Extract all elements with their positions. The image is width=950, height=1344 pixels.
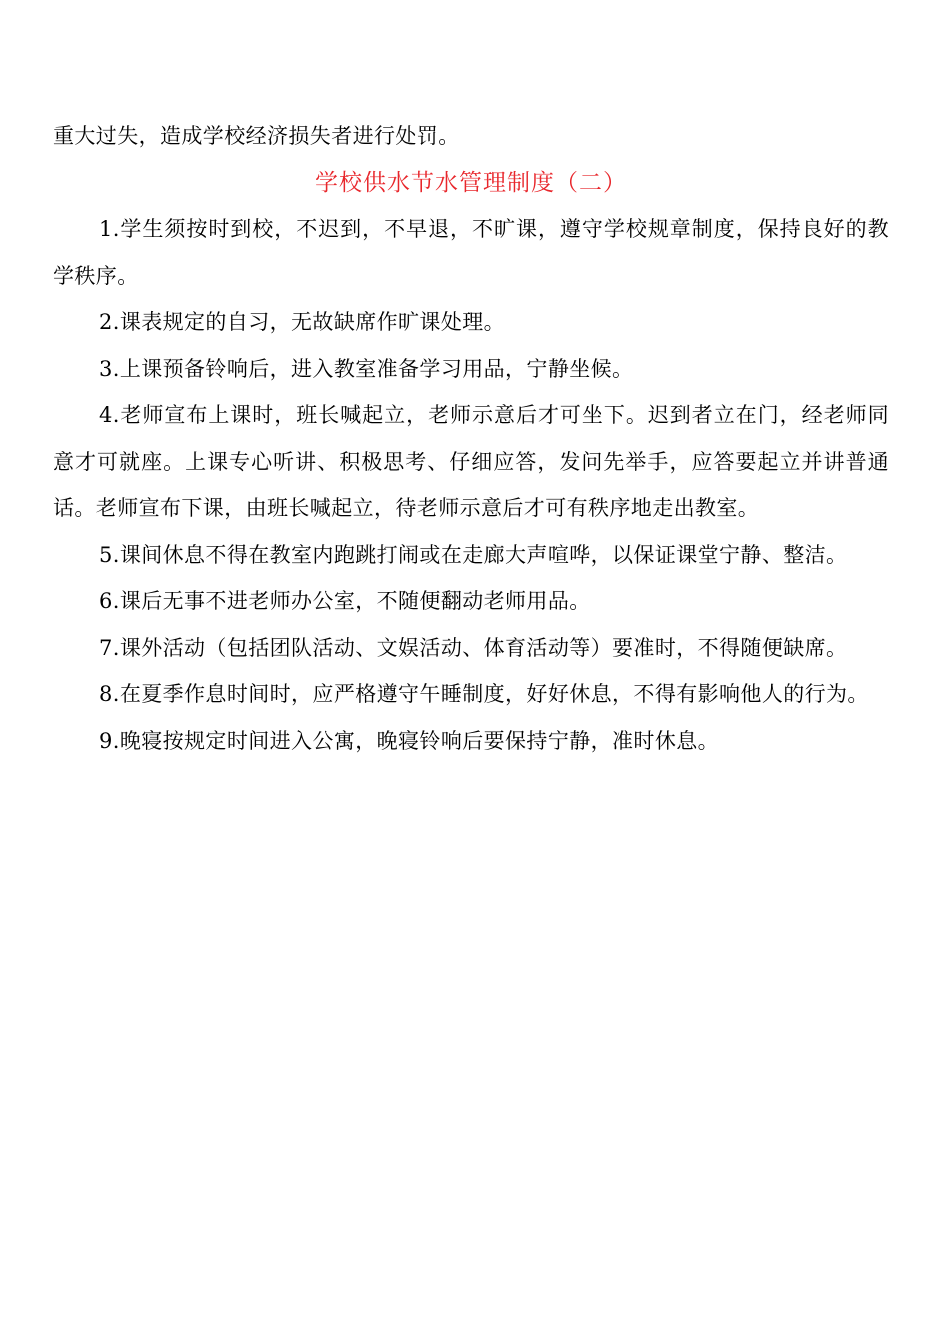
rule-paragraph-3: 3.上课预备铃响后，进入教室准备学习用品，宁静坐候。 bbox=[99, 356, 634, 381]
rule-paragraph-7: 7.课外活动（包括团队活动、文娱活动、体育活动等）要准时，不得随便缺席。 bbox=[99, 635, 848, 660]
rule-paragraph-1: 1.学生须按时到校，不迟到，不早退，不旷课，遵守学校规章制度，保持良好的教学秩序。 bbox=[53, 217, 889, 288]
rule-paragraph-4: 4.老师宣布上课时，班长喊起立，老师示意后才可坐下。迟到者立在门，经老师同意才可就座。上课专心听讲、积极思考、仔细应答，发问先举手，应答要起立并讲普通话。老师宣布下课，由班长喊起立，待老师示意后才可有秩序地走出教室。 bbox=[53, 403, 889, 520]
document-body bbox=[53, 113, 889, 764]
document-title: 学校供水节水管理制度（二） bbox=[315, 169, 627, 196]
rule-paragraph-5: 5.课间休息不得在教室内跑跳打闹或在走廊大声喧哗，以保证课堂宁静、整洁。 bbox=[99, 542, 848, 567]
lead-line: 重大过失，造成学校经济损失者进行处罚。 bbox=[53, 124, 460, 148]
rule-paragraph-6: 6.课后无事不进老师办公室，不随便翻动老师用品。 bbox=[99, 589, 591, 613]
rule-paragraph-9: 9.晚寝按规定时间进入公寓，晚寝铃响后要保持宁静，准时休息。 bbox=[99, 728, 720, 753]
rule-paragraph-8: 8.在夏季作息时间时，应严格遵守午睡制度，好好休息，不得有影响他人的行为。 bbox=[99, 682, 869, 706]
rule-paragraph-2: 2.课表规定的自习，无故缺席作旷课处理。 bbox=[99, 310, 506, 334]
